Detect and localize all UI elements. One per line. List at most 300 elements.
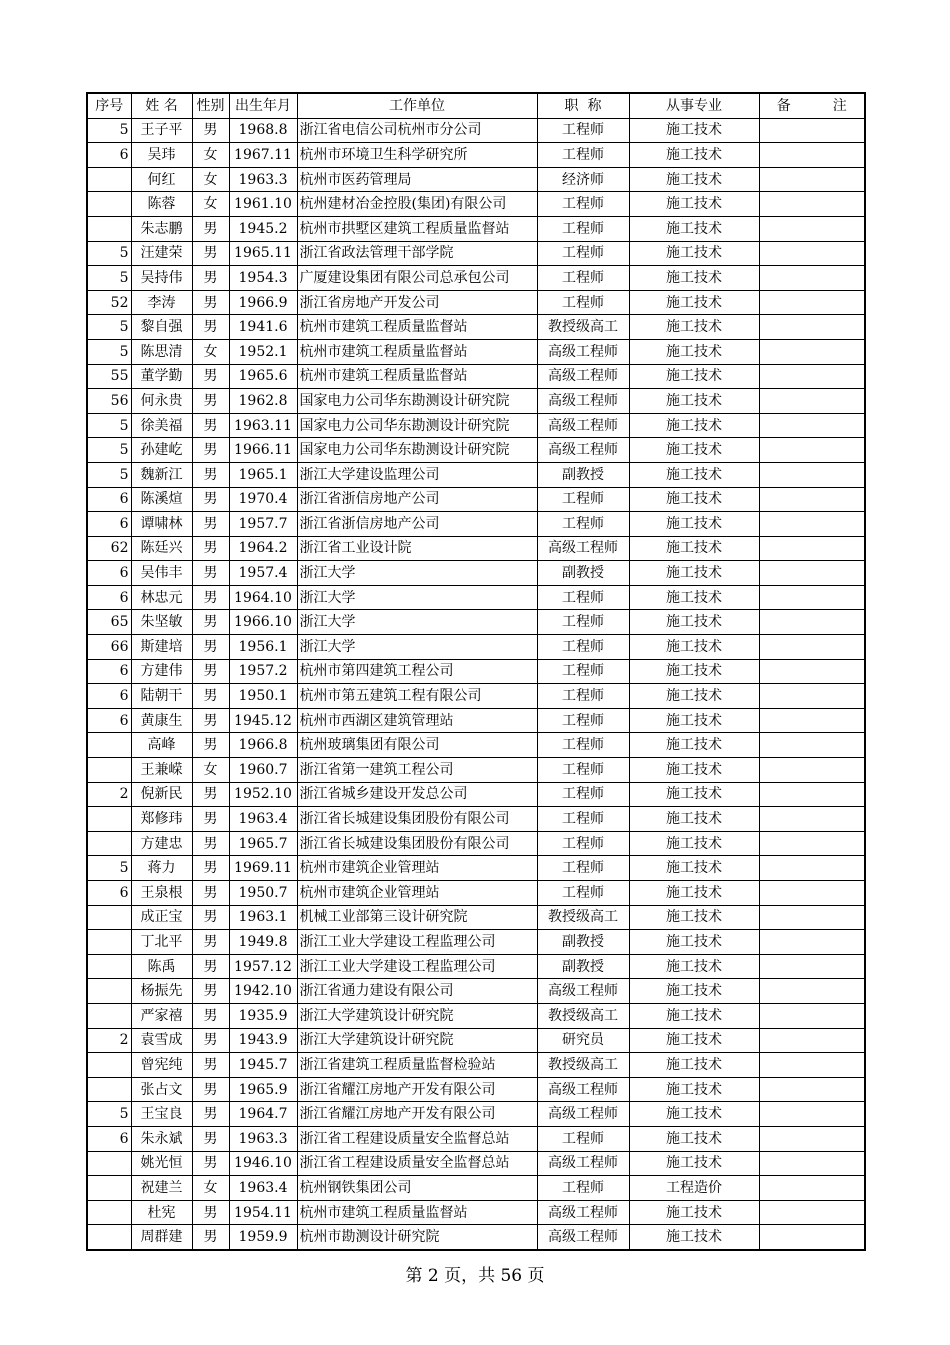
cell-specialty: 施工技术: [629, 610, 759, 635]
cell-title: 工程师: [537, 512, 629, 537]
cell-remark: [759, 266, 865, 291]
cell-remark: [759, 1151, 865, 1176]
cell-name: 吴伟丰: [131, 561, 192, 586]
cell-birth: 1950.1: [229, 684, 297, 709]
cell-birth: 1967.11: [229, 143, 297, 168]
cell-specialty: 施工技术: [629, 684, 759, 709]
cell-gender: 女: [192, 143, 229, 168]
cell-seq: 5: [87, 438, 131, 463]
cell-title: 高级工程师: [537, 413, 629, 438]
cell-seq: [87, 758, 131, 783]
cell-remark: [759, 905, 865, 930]
table-row: [87, 143, 865, 168]
cell-unit: 浙江省浙信房地产公司: [297, 512, 537, 537]
cell-gender: 男: [192, 585, 229, 610]
cell-gender: 男: [192, 708, 229, 733]
cell-gender: 女: [192, 339, 229, 364]
cell-gender: 男: [192, 1003, 229, 1028]
table-row: [87, 1126, 865, 1151]
header-unit: 工作单位: [297, 93, 537, 118]
cell-name: 李涛: [131, 290, 192, 315]
cell-title: 副教授: [537, 930, 629, 955]
cell-gender: 女: [192, 1176, 229, 1201]
cell-remark: [759, 143, 865, 168]
cell-title: 工程师: [537, 708, 629, 733]
cell-title: 工程师: [537, 1126, 629, 1151]
cell-birth: 1965.1: [229, 462, 297, 487]
cell-remark: [759, 856, 865, 881]
cell-title: 副教授: [537, 954, 629, 979]
cell-seq: [87, 831, 131, 856]
cell-unit: 机械工业部第三设计研究院: [297, 905, 537, 930]
cell-birth: 1965.9: [229, 1077, 297, 1102]
header-title: 职 称: [537, 93, 629, 118]
cell-seq: 65: [87, 610, 131, 635]
cell-remark: [759, 290, 865, 315]
cell-name: 成正宝: [131, 905, 192, 930]
cell-birth: 1956.1: [229, 635, 297, 660]
cell-name: 何永贵: [131, 389, 192, 414]
cell-gender: 男: [192, 389, 229, 414]
cell-name: 汪建荣: [131, 241, 192, 266]
cell-remark: [759, 684, 865, 709]
cell-title: 工程师: [537, 118, 629, 143]
cell-seq: [87, 733, 131, 758]
cell-unit: 浙江省长城建设集团股份有限公司: [297, 807, 537, 832]
cell-gender: 男: [192, 1225, 229, 1250]
cell-birth: 1946.10: [229, 1151, 297, 1176]
cell-gender: 男: [192, 1126, 229, 1151]
cell-specialty: 施工技术: [629, 561, 759, 586]
header-specialty: 从事专业: [629, 93, 759, 118]
cell-specialty: 施工技术: [629, 585, 759, 610]
cell-unit: 浙江大学建设监理公司: [297, 462, 537, 487]
cell-birth: 1965.7: [229, 831, 297, 856]
cell-title: 教授级高工: [537, 1003, 629, 1028]
table-row: [87, 979, 865, 1004]
cell-seq: 5: [87, 462, 131, 487]
cell-remark: [759, 462, 865, 487]
table-row: [87, 1200, 865, 1225]
cell-name: 朱志鹏: [131, 216, 192, 241]
cell-birth: 1935.9: [229, 1003, 297, 1028]
cell-unit: 浙江大学建筑设计研究院: [297, 1003, 537, 1028]
table-body: [87, 118, 865, 1250]
cell-remark: [759, 536, 865, 561]
cell-name: 曾宪纯: [131, 1053, 192, 1078]
cell-gender: 女: [192, 758, 229, 783]
cell-specialty: 施工技术: [629, 266, 759, 291]
table-row: [87, 1176, 865, 1201]
cell-remark: [759, 315, 865, 340]
cell-remark: [759, 1003, 865, 1028]
cell-title: 工程师: [537, 241, 629, 266]
cell-seq: 5: [87, 315, 131, 340]
cell-birth: 1966.10: [229, 610, 297, 635]
cell-birth: 1965.11: [229, 241, 297, 266]
cell-title: 工程师: [537, 831, 629, 856]
table-row: [87, 389, 865, 414]
cell-remark: [759, 881, 865, 906]
table-row: [87, 758, 865, 783]
cell-birth: 1945.7: [229, 1053, 297, 1078]
cell-title: 工程师: [537, 635, 629, 660]
cell-title: 工程师: [537, 782, 629, 807]
cell-seq: [87, 954, 131, 979]
cell-specialty: 施工技术: [629, 930, 759, 955]
cell-specialty: 施工技术: [629, 143, 759, 168]
cell-unit: 杭州市第四建筑工程公司: [297, 659, 537, 684]
cell-birth: 1941.6: [229, 315, 297, 340]
cell-name: 陈廷兴: [131, 536, 192, 561]
cell-birth: 1963.4: [229, 1176, 297, 1201]
cell-birth: 1945.12: [229, 708, 297, 733]
cell-seq: 6: [87, 684, 131, 709]
cell-name: 丁北平: [131, 930, 192, 955]
cell-title: 高级工程师: [537, 1151, 629, 1176]
table-row: [87, 684, 865, 709]
cell-specialty: 施工技术: [629, 1225, 759, 1250]
cell-seq: 6: [87, 512, 131, 537]
cell-seq: 6: [87, 659, 131, 684]
cell-specialty: 施工技术: [629, 1077, 759, 1102]
cell-specialty: 施工技术: [629, 536, 759, 561]
cell-name: 王兼嵘: [131, 758, 192, 783]
cell-title: 工程师: [537, 881, 629, 906]
cell-title: 经济师: [537, 167, 629, 192]
table-row: [87, 413, 865, 438]
cell-remark: [759, 1077, 865, 1102]
cell-gender: 男: [192, 561, 229, 586]
cell-remark: [759, 1126, 865, 1151]
table-row: [87, 266, 865, 291]
cell-seq: 6: [87, 561, 131, 586]
cell-name: 倪新民: [131, 782, 192, 807]
cell-unit: 浙江工业大学建设工程监理公司: [297, 930, 537, 955]
cell-remark: [759, 364, 865, 389]
table-row: [87, 782, 865, 807]
cell-title: 高级工程师: [537, 1077, 629, 1102]
cell-title: 工程师: [537, 143, 629, 168]
cell-gender: 女: [192, 192, 229, 217]
cell-specialty: 工程造价: [629, 1176, 759, 1201]
cell-birth: 1968.8: [229, 118, 297, 143]
cell-unit: 浙江省耀江房地产开发有限公司: [297, 1077, 537, 1102]
cell-specialty: 施工技术: [629, 856, 759, 881]
cell-birth: 1965.6: [229, 364, 297, 389]
cell-gender: 男: [192, 979, 229, 1004]
cell-birth: 1954.11: [229, 1200, 297, 1225]
cell-specialty: 施工技术: [629, 438, 759, 463]
cell-remark: [759, 413, 865, 438]
cell-birth: 1962.8: [229, 389, 297, 414]
table-row: [87, 241, 865, 266]
cell-gender: 男: [192, 930, 229, 955]
table-row: [87, 1225, 865, 1250]
cell-unit: 浙江省通力建设有限公司: [297, 979, 537, 1004]
cell-gender: 男: [192, 1151, 229, 1176]
cell-specialty: 施工技术: [629, 487, 759, 512]
cell-title: 副教授: [537, 462, 629, 487]
cell-name: 陆朝干: [131, 684, 192, 709]
cell-title: 教授级高工: [537, 315, 629, 340]
cell-name: 朱永斌: [131, 1126, 192, 1151]
cell-birth: 1942.10: [229, 979, 297, 1004]
cell-name: 王泉根: [131, 881, 192, 906]
table-row: [87, 512, 865, 537]
table-row: [87, 1003, 865, 1028]
table-row: [87, 585, 865, 610]
cell-specialty: 施工技术: [629, 1200, 759, 1225]
cell-remark: [759, 1102, 865, 1127]
cell-gender: 男: [192, 438, 229, 463]
cell-name: 郑修玮: [131, 807, 192, 832]
cell-unit: 杭州玻璃集团有限公司: [297, 733, 537, 758]
cell-specialty: 施工技术: [629, 315, 759, 340]
cell-remark: [759, 610, 865, 635]
table-row: [87, 216, 865, 241]
cell-seq: 66: [87, 635, 131, 660]
cell-seq: 5: [87, 1102, 131, 1127]
cell-unit: 杭州市建筑工程质量监督站: [297, 339, 537, 364]
cell-specialty: 施工技术: [629, 782, 759, 807]
cell-remark: [759, 1053, 865, 1078]
cell-birth: 1966.8: [229, 733, 297, 758]
cell-name: 袁雪成: [131, 1028, 192, 1053]
cell-name: 方建伟: [131, 659, 192, 684]
cell-name: 魏新江: [131, 462, 192, 487]
cell-specialty: 施工技术: [629, 389, 759, 414]
cell-remark: [759, 585, 865, 610]
table-row: [87, 659, 865, 684]
cell-unit: 浙江省建筑工程质量监督检验站: [297, 1053, 537, 1078]
cell-gender: 男: [192, 536, 229, 561]
cell-title: 高级工程师: [537, 979, 629, 1004]
cell-seq: 6: [87, 585, 131, 610]
cell-seq: 6: [87, 1126, 131, 1151]
page-footer: 第 2 页，共 56 页: [405, 1266, 545, 1286]
cell-gender: 男: [192, 290, 229, 315]
cell-unit: 国家电力公司华东勘测设计研究院: [297, 389, 537, 414]
table-row: [87, 536, 865, 561]
cell-name: 朱坚敏: [131, 610, 192, 635]
cell-unit: 浙江大学建筑设计研究院: [297, 1028, 537, 1053]
cell-seq: 2: [87, 1028, 131, 1053]
cell-seq: 2: [87, 782, 131, 807]
cell-name: 方建忠: [131, 831, 192, 856]
cell-name: 斯建培: [131, 635, 192, 660]
table-row: [87, 118, 865, 143]
cell-specialty: 施工技术: [629, 192, 759, 217]
cell-name: 张占文: [131, 1077, 192, 1102]
cell-remark: [759, 118, 865, 143]
cell-name: 吴玮: [131, 143, 192, 168]
table-row: [87, 487, 865, 512]
cell-name: 祝建兰: [131, 1176, 192, 1201]
header-remark: [759, 93, 865, 118]
cell-seq: 52: [87, 290, 131, 315]
cell-specialty: 施工技术: [629, 954, 759, 979]
cell-seq: [87, 807, 131, 832]
cell-unit: 广厦建设集团有限公司总承包公司: [297, 266, 537, 291]
cell-remark: [759, 561, 865, 586]
header-seq: 序号: [87, 93, 131, 118]
cell-unit: 杭州市第五建筑工程有限公司: [297, 684, 537, 709]
cell-unit: 杭州市西湖区建筑管理站: [297, 708, 537, 733]
table-row: [87, 438, 865, 463]
personnel-table-container: [86, 92, 864, 1251]
table-row: [87, 733, 865, 758]
cell-title: 高级工程师: [537, 1225, 629, 1250]
cell-title: 副教授: [537, 561, 629, 586]
cell-seq: 55: [87, 364, 131, 389]
cell-specialty: 施工技术: [629, 512, 759, 537]
cell-name: 高峰: [131, 733, 192, 758]
cell-name: 杜宪: [131, 1200, 192, 1225]
cell-title: 高级工程师: [537, 339, 629, 364]
cell-gender: 男: [192, 782, 229, 807]
cell-birth: 1950.7: [229, 881, 297, 906]
cell-name: 徐美福: [131, 413, 192, 438]
cell-remark: [759, 758, 865, 783]
cell-specialty: 施工技术: [629, 1003, 759, 1028]
cell-birth: 1952.1: [229, 339, 297, 364]
cell-seq: [87, 1151, 131, 1176]
cell-specialty: 施工技术: [629, 1102, 759, 1127]
cell-seq: 62: [87, 536, 131, 561]
cell-gender: 男: [192, 684, 229, 709]
cell-gender: 男: [192, 905, 229, 930]
cell-birth: 1960.7: [229, 758, 297, 783]
cell-seq: [87, 216, 131, 241]
cell-specialty: 施工技术: [629, 733, 759, 758]
cell-seq: [87, 192, 131, 217]
cell-specialty: 施工技术: [629, 364, 759, 389]
cell-gender: 男: [192, 462, 229, 487]
cell-title: 研究员: [537, 1028, 629, 1053]
cell-specialty: 施工技术: [629, 290, 759, 315]
cell-unit: 浙江省第一建筑工程公司: [297, 758, 537, 783]
cell-unit: 浙江大学: [297, 635, 537, 660]
table-row: [87, 1053, 865, 1078]
cell-remark: [759, 216, 865, 241]
cell-title: 工程师: [537, 290, 629, 315]
cell-remark: [759, 979, 865, 1004]
cell-birth: 1964.10: [229, 585, 297, 610]
cell-name: 陈禹: [131, 954, 192, 979]
cell-gender: 男: [192, 487, 229, 512]
cell-name: 王宝良: [131, 1102, 192, 1127]
cell-unit: 浙江省城乡建设开发总公司: [297, 782, 537, 807]
cell-unit: 国家电力公司华东勘测设计研究院: [297, 413, 537, 438]
cell-name: 陈蓉: [131, 192, 192, 217]
cell-unit: 国家电力公司华东勘测设计研究院: [297, 438, 537, 463]
table-row: [87, 881, 865, 906]
cell-title: 工程师: [537, 733, 629, 758]
table-row: [87, 167, 865, 192]
cell-specialty: 施工技术: [629, 413, 759, 438]
cell-seq: 6: [87, 143, 131, 168]
cell-title: 工程师: [537, 216, 629, 241]
table-row: [87, 339, 865, 364]
cell-specialty: 施工技术: [629, 881, 759, 906]
cell-birth: 1959.9: [229, 1225, 297, 1250]
cell-name: 陈思清: [131, 339, 192, 364]
table-row: [87, 610, 865, 635]
cell-remark: [759, 659, 865, 684]
cell-specialty: 施工技术: [629, 118, 759, 143]
cell-gender: 男: [192, 610, 229, 635]
table-row: [87, 708, 865, 733]
table-row: [87, 807, 865, 832]
cell-seq: 56: [87, 389, 131, 414]
cell-specialty: 施工技术: [629, 831, 759, 856]
cell-remark: [759, 831, 865, 856]
cell-gender: 男: [192, 1200, 229, 1225]
table-row: [87, 930, 865, 955]
cell-title: 工程师: [537, 192, 629, 217]
cell-unit: 杭州市建筑工程质量监督站: [297, 364, 537, 389]
header-name: 姓 名: [131, 93, 192, 118]
cell-remark: [759, 1176, 865, 1201]
cell-title: 工程师: [537, 487, 629, 512]
cell-title: 工程师: [537, 684, 629, 709]
cell-title: 高级工程师: [537, 536, 629, 561]
cell-title: 工程师: [537, 610, 629, 635]
cell-remark: [759, 339, 865, 364]
table-row: [87, 1102, 865, 1127]
cell-birth: 1945.2: [229, 216, 297, 241]
cell-name: 杨振先: [131, 979, 192, 1004]
cell-remark: [759, 807, 865, 832]
personnel-table: [86, 92, 866, 1251]
table-row: [87, 315, 865, 340]
cell-unit: 杭州市建筑工程质量监督站: [297, 315, 537, 340]
cell-birth: 1961.10: [229, 192, 297, 217]
cell-seq: 6: [87, 881, 131, 906]
cell-specialty: 施工技术: [629, 905, 759, 930]
cell-unit: 杭州市医药管理局: [297, 167, 537, 192]
cell-unit: 浙江省工业设计院: [297, 536, 537, 561]
cell-specialty: 施工技术: [629, 1053, 759, 1078]
cell-seq: 6: [87, 487, 131, 512]
cell-seq: 5: [87, 339, 131, 364]
cell-remark: [759, 782, 865, 807]
cell-specialty: 施工技术: [629, 635, 759, 660]
cell-unit: 浙江工业大学建设工程监理公司: [297, 954, 537, 979]
cell-specialty: 施工技术: [629, 659, 759, 684]
cell-title: 高级工程师: [537, 364, 629, 389]
cell-specialty: 施工技术: [629, 1151, 759, 1176]
cell-remark: [759, 487, 865, 512]
table-row: [87, 192, 865, 217]
cell-specialty: 施工技术: [629, 462, 759, 487]
cell-birth: 1969.11: [229, 856, 297, 881]
cell-specialty: 施工技术: [629, 167, 759, 192]
header-remark-a: 备: [776, 97, 791, 114]
cell-birth: 1964.2: [229, 536, 297, 561]
cell-seq: [87, 979, 131, 1004]
cell-title: 教授级高工: [537, 905, 629, 930]
cell-unit: 杭州市建筑企业管理站: [297, 856, 537, 881]
cell-gender: 男: [192, 954, 229, 979]
cell-birth: 1966.11: [229, 438, 297, 463]
cell-gender: 男: [192, 118, 229, 143]
cell-name: 姚光恒: [131, 1151, 192, 1176]
cell-specialty: 施工技术: [629, 1126, 759, 1151]
cell-birth: 1954.3: [229, 266, 297, 291]
cell-name: 黄康生: [131, 708, 192, 733]
